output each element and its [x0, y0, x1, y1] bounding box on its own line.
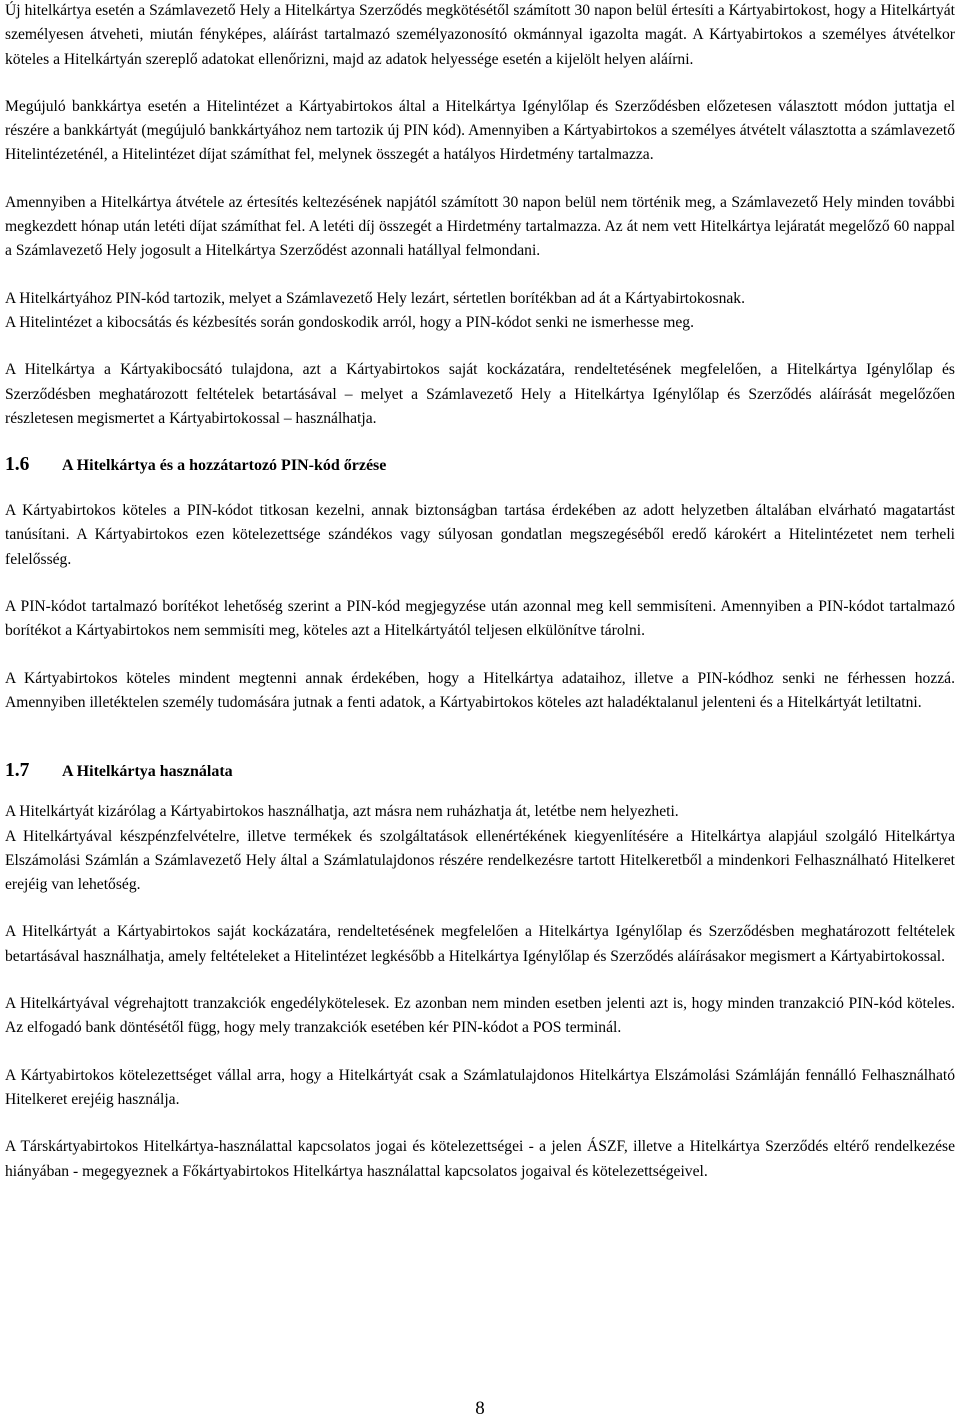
section-title: A Hitelkártya használata	[62, 763, 233, 781]
paragraph-cash-withdrawal: A Hitelkártyával készpénzfelvételre, illetve termékek és szolgáltatások ellenértékének kiegyenlítésére a Hitelkártya alapjául szolgáló Hitelkártya Elszámolási Számlán a Számlavezető Hely által a Számlatulajdonos részére rendelkezésre tartott Hitelkeretből a mindenkori Felhasználható Hitelkeret erejéig van lehetőség.	[5, 827, 955, 894]
page-number: 8	[475, 1398, 485, 1419]
paragraph-pin-envelope: A Hitelkártyához PIN-kód tartozik, melyet a Számlavezető Hely lezárt, sértetlen borítékban ad át a Kártyabirtokosnak.	[5, 289, 745, 307]
paragraph-authorization-required: A Hitelkártyával végrehajtott tranzakciók engedélykötelesek. Ez azonban nem minden esetben jelenti azt is, hogy minden tranzakció PIN-kód köteles. Az elfogadó bank döntésétől függ, hogy mely tranzakciók esetében kér PIN-kódot a POS terminál.	[5, 995, 955, 1037]
paragraph-new-card-notification: Új hitelkártya esetén a Számlavezető Hely a Hitelkártya Szerződés megkötésétől számított 30 napon belül értesíti a Kártyabirtokost, hogy a Hitelkártyát személyesen átveheti, miután fényképes, aláírást tartalmazó személyazonosító okmánnyal igazolta magát. A Kártyabirtokos a személyes átvételkor köteles a Hitelkártyán szereplő adatokat ellenőrizni, majd az adatok helyessége esetén a kijelölt helyen aláírni.	[5, 2, 955, 68]
document-page	[5, 0, 955, 1184]
paragraph-unauthorized-access: A Kártyabirtokos köteles mindent megtenni annak érdekében, hogy a Hitelkártya adataihoz, illetve a PIN-kódhoz senki ne férhessen hozzá. Amennyiben illetéktelen személy tudomására jutnak a fenti adatok, a Kártyabirtokos köteles azt haladéktalanul jelenteni és a Hitelkártyát letiltatni.	[5, 669, 955, 711]
paragraph-pin-envelope-destroy: A PIN-kódot tartalmazó borítékot lehetőség szerint a PIN-kód megjegyzése után azonnal meg kell semmisíteni. Amennyiben a PIN-kódot tartalmazó borítékot a Kártyabirtokos nem semmisíti meg, köteles azt a Hitelkártyától teljesen elkülönítve tárolni.	[5, 598, 955, 640]
paragraph-own-risk-use: A Hitelkártyát a Kártyabirtokos saját kockázatára, rendeltetésének megfelelően a Hitelkártya Igénylőlap és Szerződésben meghatározott feltételek betartásával használhatja, amely feltételeket a Hitelintézet legkésőbb a Hitelkártya Igénylőlap és Szerződés aláírásakor megismert a Kártyabirtokossal.	[5, 923, 955, 965]
paragraph-card-ownership: A Hitelkártya a Kártyakibocsátó tulajdona, azt a Kártyabirtokos saját kockázatára, rendeltetésének megfelelően, a Hitelkártya Igénylőlap és Szerződésben meghatározott feltételek betartásával – melyet a Számlavezető Hely a Hitelkártya Igénylőlap és Szerződés aláírását megelőzően részletesen megismertet a Kártyabirtokossal – használhatja.	[5, 361, 955, 427]
paragraph-card-not-collected: Amennyiben a Hitelkártya átvétele az értesítés keltezésének napjától számított 30 napon belül nem történik meg, a Számlavezető Hely minden további megkezdett hónap után letéti díjat számíthat fel. A letéti díj összegét a Hirdetmény tartalmazza. Az át nem vett Hitelkártya lejáratát megelőző 60 nappal a Számlavezető Hely jogosult a Hitelkártya Szerződést azonnali hatállyal felmondani.	[5, 193, 955, 260]
section-number: 1.7	[5, 760, 30, 782]
section-heading-1-6	[5, 453, 955, 478]
section-number: 1.6	[5, 454, 30, 476]
paragraph-credit-limit-use: A Kártyabirtokos kötelezettséget vállal arra, hogy a Hitelkártyát csak a Számlatulajdonos Hitelkártya Elszámolási Számláján fennálló Felhasználható Hitelkeret erejéig használja.	[5, 1066, 955, 1108]
paragraph-pin-secrecy: A Hitelintézet a kibocsátás és kézbesítés során gondoskodik arról, hogy a PIN-kódot senki ne ismerhesse meg.	[5, 313, 694, 331]
section-title: A Hitelkártya és a hozzátartozó PIN-kód őrzése	[62, 457, 387, 475]
section-heading-1-7	[5, 759, 955, 784]
paragraph-renewed-card: Megújuló bankkártya esetén a Hitelintézet a Kártyabirtokos által a Hitelkártya Igénylőlap és Szerződésben előzetesen választott módon juttatja el részére a bankkártyát (megújuló bankkártyához nem tartozik új PIN kód). Amennyiben a Kártyabirtokos a személyes átvételt választotta a számlavezető Hitelintézeténél, a Hitelintézet díjat számíthat fel, melynek összegét a hatályos Hirdetmény tartalmazza.	[5, 97, 955, 164]
paragraph-pin-confidentiality: A Kártyabirtokos köteles a PIN-kódot titkosan kezelni, annak biztonságban tartása érdekében az adott helyzetben általában elvárható magatartást tanúsítani. A Kártyabirtokos ezen kötelezettsége szándékos vagy súlyosan gondatlan megszegéséből eredő károkért a Hitelintézetet nem terheli felelősség.	[5, 502, 955, 568]
paragraph-supplementary-card: A Társkártyabirtokos Hitelkártya-használattal kapcsolatos jogai és kötelezettségei - a jelen ÁSZF, illetve a Hitelkártya Szerződés eltérő rendelkezése hiányában - megegyeznek a Főkártyabirtokos Hitelkártya használattal kapcsolatos jogaival és kötelezettségeivel.	[5, 1138, 955, 1180]
paragraph-card-exclusive-use: A Hitelkártyát kizárólag a Kártyabirtokos használhatja, azt másra nem ruházhatja át, letétbe nem helyezheti.	[5, 803, 679, 821]
